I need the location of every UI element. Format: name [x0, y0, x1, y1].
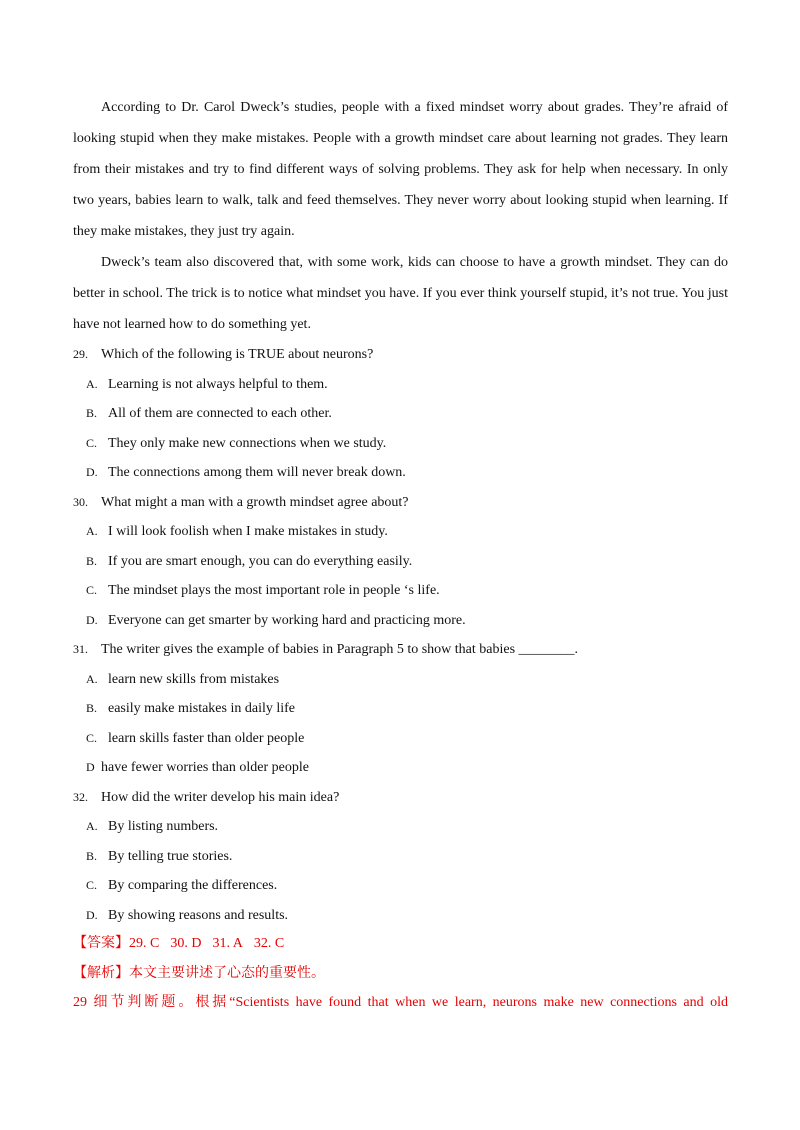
answer-item-30: 30. D [170, 936, 202, 951]
question-text: What might a man with a growth mindset agree about? [101, 495, 409, 510]
answer-item-31: 31. A [212, 936, 243, 951]
option-text: have fewer worries than older people [101, 760, 309, 775]
option-text: I will look foolish when I make mistakes in study. [108, 524, 388, 539]
option-31-d [86, 757, 309, 778]
option-text: easily make mistakes in daily life [108, 701, 296, 716]
option-text: By showing reasons and results. [108, 908, 289, 923]
question-number: 31. [73, 642, 88, 656]
option-31-a [86, 669, 279, 690]
option-29-a [86, 374, 328, 395]
option-29-b [86, 403, 332, 424]
option-text: The mindset plays the most important role in people ‘s life. [108, 583, 440, 598]
answer-key-items [129, 936, 295, 951]
option-letter: D [86, 760, 95, 774]
analysis-label: 【解析】 [73, 966, 129, 981]
option-30-a [86, 521, 388, 542]
question-number: 29. [73, 347, 88, 361]
option-letter: A. [86, 377, 98, 391]
analysis [73, 964, 325, 984]
option-32-c [86, 875, 277, 896]
option-32-a [86, 816, 218, 837]
question-text: Which of the following is TRUE about neurons? [101, 347, 374, 362]
option-letter: A. [86, 819, 98, 833]
option-letter: A. [86, 524, 98, 538]
option-letter: D. [86, 465, 98, 479]
question-number: 32. [73, 790, 88, 804]
option-text: By telling true stories. [108, 849, 233, 864]
option-32-b [86, 846, 232, 867]
question-31 [73, 639, 578, 660]
option-letter: D. [86, 613, 98, 627]
option-letter: C. [86, 583, 98, 597]
passage-paragraph-1 [73, 92, 728, 247]
option-text: learn skills faster than older people [108, 731, 305, 746]
option-letter: D. [86, 908, 98, 922]
option-text: By listing numbers. [108, 819, 219, 834]
option-text: All of them are connected to each other. [108, 406, 332, 421]
option-text: Learning is not always helpful to them. [108, 377, 328, 392]
option-letter: B. [86, 849, 98, 863]
answer-item-32: 32. C [253, 936, 285, 951]
option-letter: C. [86, 436, 98, 450]
option-32-d [86, 905, 288, 926]
option-letter: B. [86, 701, 98, 715]
answer-key-label: 【答案】 [73, 936, 129, 951]
question-number: 30. [73, 495, 88, 509]
option-30-c [86, 580, 440, 601]
option-30-d [86, 610, 466, 631]
option-29-c [86, 433, 386, 454]
answer-item-29: 29. C [129, 936, 160, 951]
passage-paragraph-1-text: According to Dr. Carol Dweck’s studies, people with a fixed mindset worry about grades. They’re afraid of looking stupid when they make mistakes. People with a growth mindset care about learning not grades. They learn from their mistakes and try to find different ways of solving problems. They ask for help when necessary. In only two years, babies learn to walk, talk and feed themselves. They never worry about looking stupid when learning. If they make mistakes, they just try again. [73, 100, 728, 239]
passage-paragraph-2-text: Dweck’s team also discovered that, with some work, kids can choose to have a growth mindset. They can do better in school. The trick is to notice what mindset you have. If you ever think yourself stupid, it’s not true. You just have not learned how to do something yet. [73, 255, 728, 332]
option-letter: A. [86, 672, 98, 686]
option-text: They only make new connections when we study. [108, 436, 387, 451]
question-text: The writer gives the example of babies in Paragraph 5 to show that babies ________. [101, 642, 579, 657]
passage-paragraph-2 [73, 247, 728, 340]
option-30-b [86, 551, 412, 572]
option-letter: B. [86, 406, 98, 420]
option-letter: B. [86, 554, 98, 568]
option-text: learn new skills from mistakes [108, 672, 280, 687]
question-text: How did the writer develop his main idea? [101, 790, 340, 805]
option-31-b [86, 698, 295, 719]
option-29-d [86, 462, 406, 483]
analysis-text: 本文主要讲述了心态的重要性。 [129, 966, 325, 981]
option-text: By comparing the differences. [108, 878, 278, 893]
option-text: If you are smart enough, you can do everything easily. [108, 554, 413, 569]
answer-key [73, 934, 295, 954]
option-31-c [86, 728, 304, 749]
option-letter: C. [86, 878, 98, 892]
option-letter: C. [86, 731, 98, 745]
explanation-29: 29 细节判断题。根据“Scientists have found that when we learn, neurons make new connections and old [73, 995, 728, 1010]
question-32 [73, 787, 339, 808]
option-text: The connections among them will never break down. [108, 465, 406, 480]
option-text: Everyone can get smarter by working hard and practicing more. [108, 613, 466, 628]
question-30 [73, 492, 409, 513]
question-29 [73, 344, 373, 365]
